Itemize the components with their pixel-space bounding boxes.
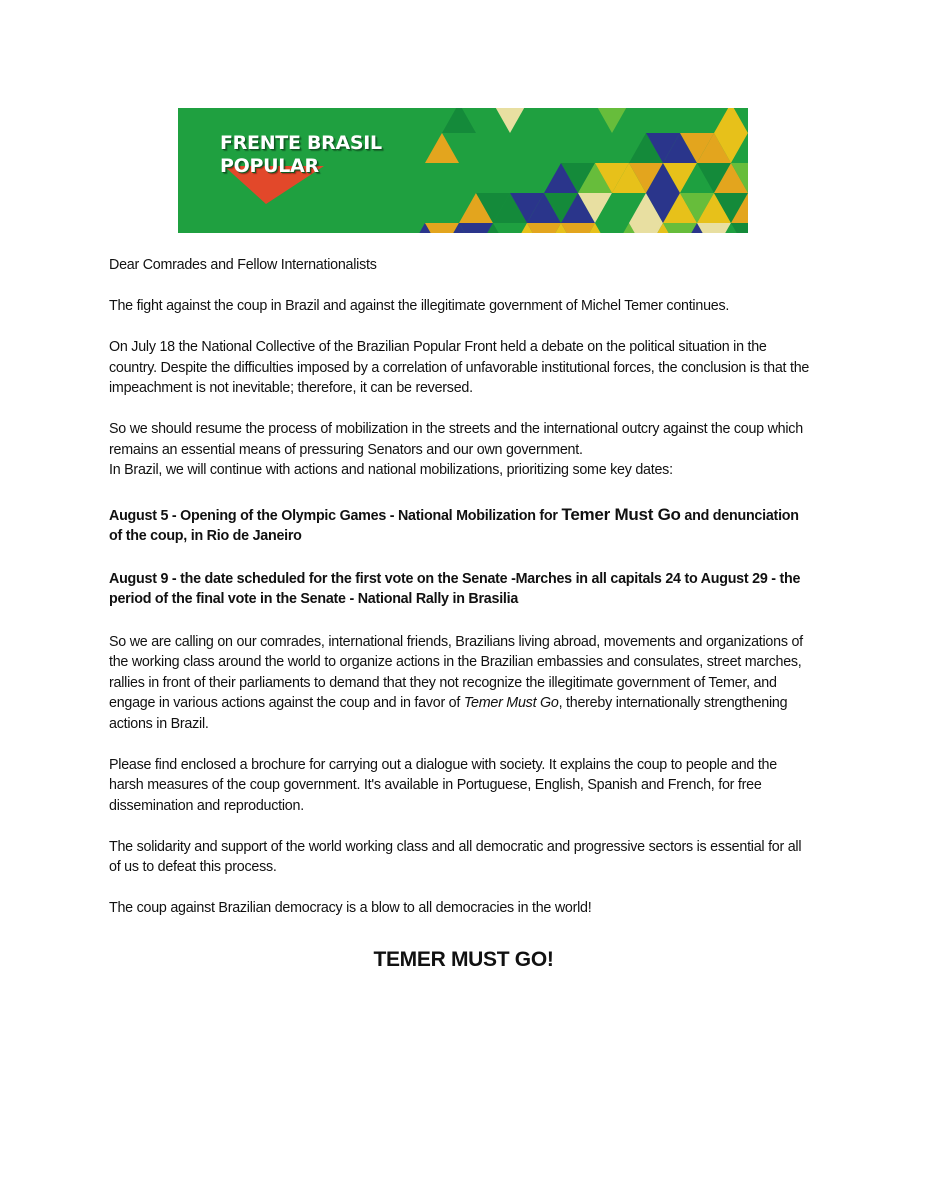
key-date-august-9: August 9 - the date scheduled for the first vote on the Senate -Marches in all capitals 24 to August 29 - the period of the final vote in the Senate - National Rally in Brasilia — [109, 570, 801, 607]
paragraph-brochure: Please find enclosed a brochure for carrying out a dialogue with society. It explains the coup to people and the harsh measures of the coup government. It's available in Portuguese, English, Spanish and French, for free dissemination and reproduction. — [109, 756, 777, 814]
key-date-august-5-text-end: and denunciation of the coup, in Rio de Janeiro — [109, 507, 799, 544]
pattern-triangle — [493, 223, 527, 233]
pattern-triangle — [697, 223, 731, 233]
pattern-triangle — [425, 223, 459, 233]
call-to-action-text: So we are calling on our comrades, international friends, Brazilians living abroad, movements and organizations of the working class around the world to organize actions in the Brazilian embassies and consulates, street marches, rallies in front of their parliaments to demand that they not recognize the illegitimate government of Temer, and engage in various actions against the coup and in favor of — [109, 633, 803, 711]
temer-must-go-italic: Temer Must Go — [463, 695, 559, 711]
paragraph-fight-continues: The fight against the coup in Brazil and against the illegitimate government of Michel Temer continues. — [109, 298, 730, 314]
pattern-triangle — [459, 223, 493, 233]
pattern-triangle — [425, 133, 459, 163]
pattern-triangle — [595, 108, 629, 133]
call-to-action-text-end: , thereby internationally strengthening actions in Brazil. — [109, 695, 788, 732]
paragraph-call-to-action — [109, 632, 814, 735]
pattern-triangle — [493, 108, 527, 133]
letter-body — [109, 255, 814, 919]
pattern-triangle — [527, 223, 561, 233]
paragraph-solidarity: The solidarity and support of the world working class and all democratic and progressive sectors is essential for all of us to defeat this process. — [109, 838, 802, 875]
pattern-triangle — [663, 223, 697, 233]
banner-title-line2: POPULAR — [220, 155, 319, 177]
pattern-triangle — [629, 223, 663, 233]
salutation: Dear Comrades and Fellow Internationalists — [109, 257, 377, 273]
temer-must-go-emphasis: Temer Must Go — [561, 504, 681, 524]
frente-brasil-popular-banner — [178, 108, 748, 233]
paragraph-key-dates-intro: In Brazil, we will continue with actions and national mobilizations, prioritizing some key dates: — [109, 462, 673, 478]
paragraph-july-18-debate: On July 18 the National Collective of the Brazilian Popular Front held a debate on the political situation in the country. Despite the difficulties imposed by a correlation of unfavorable institutional forces, the conclusion is that the impeachment is not inevitable; therefore, it can be reversed. — [109, 339, 810, 396]
banner-logo-text — [220, 132, 382, 178]
key-date-august-5-text: August 5 - Opening of the Olympic Games - National Mobilization for — [109, 507, 562, 524]
paragraph-resume-mobilization: So we should resume the process of mobilization in the streets and the international outcry against the coup which remains an essential means of pressuring Senators and our own government. — [109, 421, 803, 458]
pattern-triangle — [561, 223, 595, 233]
banner-title-line1: FRENTE BRASIL — [220, 132, 382, 154]
paragraph-blow-to-democracies: The coup against Brazilian democracy is a blow to all democracies in the world! — [109, 900, 592, 916]
pattern-triangle — [442, 108, 476, 133]
pattern-triangle — [595, 223, 629, 233]
closing-slogan: TEMER MUST GO! — [373, 948, 554, 971]
key-date-august-5 — [109, 505, 814, 547]
